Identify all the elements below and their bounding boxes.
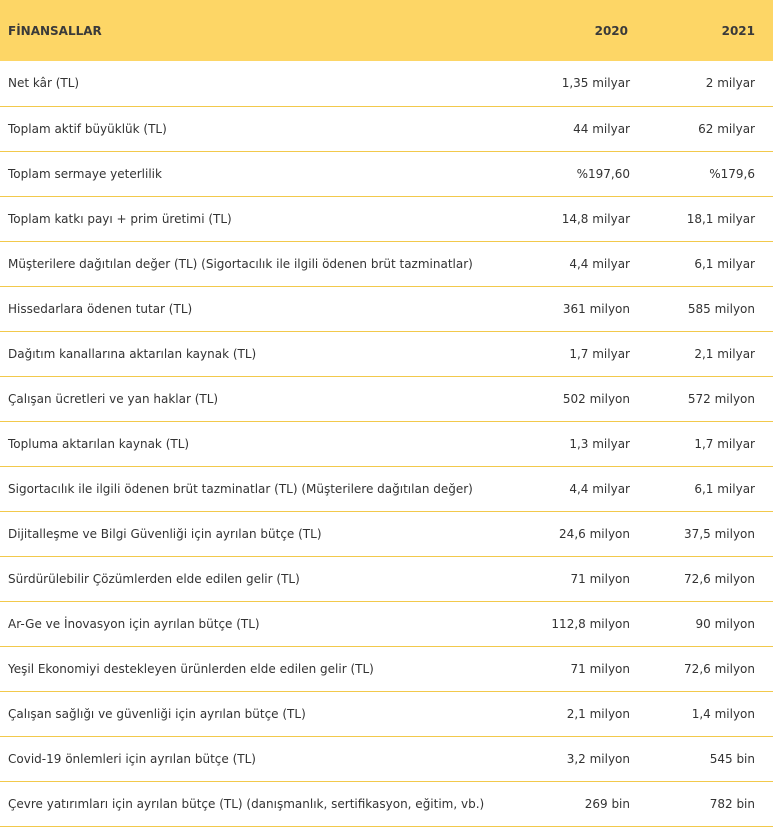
- row-label: Çalışan sağlığı ve güvenliği için ayrılan bütçe (TL): [8, 706, 306, 721]
- row-value-2021: 572 milyon: [687, 391, 755, 406]
- row-value-2020: %197,60: [576, 166, 630, 181]
- row-label: Sigortacılık ile ilgili ödenen brüt tazminatlar (TL) (Müşterilere dağıtılan değer): [8, 481, 473, 496]
- row-label: Toplam katkı payı + prim üretimi (TL): [8, 211, 232, 226]
- header-row: [0, 0, 773, 61]
- table-row: [0, 556, 773, 601]
- row-value-2021: 585 milyon: [687, 301, 755, 316]
- table-row: [0, 106, 773, 151]
- row-label: Dağıtım kanallarına aktarılan kaynak (TL): [8, 346, 257, 361]
- row-value-2021: 2 milyar: [705, 76, 755, 91]
- row-value-2021: %179,6: [709, 166, 755, 181]
- row-value-2020: 361 milyon: [562, 301, 630, 316]
- table-row: [0, 781, 773, 826]
- row-value-2020: 71 milyon: [570, 661, 630, 676]
- table-row: [0, 466, 773, 511]
- table-row: [0, 286, 773, 331]
- row-label: Çevre yatırımları için ayrılan bütçe (TL) (danışmanlık, sertifikasyon, eğitim, vb.): [8, 796, 485, 811]
- row-value-2020: 502 milyon: [562, 391, 630, 406]
- row-value-2021: 545 bin: [709, 751, 755, 766]
- row-value-2020: 14,8 milyar: [561, 211, 630, 226]
- table-row: [0, 61, 773, 106]
- row-value-2020: 1,3 milyar: [569, 436, 630, 451]
- table-row: [0, 646, 773, 691]
- row-label: Covid-19 önlemleri için ayrılan bütçe (TL): [8, 751, 256, 766]
- row-value-2021: 90 milyon: [695, 616, 755, 631]
- row-value-2021: 1,7 milyar: [694, 436, 755, 451]
- row-value-2020: 112,8 milyon: [551, 616, 630, 631]
- row-value-2021: 6,1 milyar: [694, 256, 755, 271]
- row-value-2020: 71 milyon: [570, 571, 630, 586]
- table-row: [0, 241, 773, 286]
- row-value-2020: 1,35 milyar: [561, 76, 630, 91]
- table-row: [0, 736, 773, 781]
- row-value-2020: 269 bin: [584, 796, 630, 811]
- table-row: [0, 511, 773, 556]
- row-value-2021: 37,5 milyon: [684, 526, 755, 541]
- row-value-2020: 1,7 milyar: [569, 346, 630, 361]
- row-value-2020: 2,1 milyon: [566, 706, 630, 721]
- row-label: Hissedarlara ödenen tutar (TL): [8, 301, 193, 316]
- row-value-2021: 18,1 milyar: [686, 211, 755, 226]
- row-label: Dijitalleşme ve Bilgi Güvenliği için ayrılan bütçe (TL): [8, 526, 322, 541]
- row-value-2021: 62 milyar: [698, 121, 755, 136]
- table-row: [0, 421, 773, 466]
- row-value-2020: 4,4 milyar: [569, 256, 630, 271]
- row-label: Net kâr (TL): [8, 76, 80, 91]
- row-label: Çalışan ücretleri ve yan haklar (TL): [8, 391, 219, 406]
- table-header: [0, 0, 773, 61]
- table-row: [0, 196, 773, 241]
- row-value-2020: 44 milyar: [573, 121, 630, 136]
- header-label: FİNANSALLAR: [8, 23, 102, 38]
- row-value-2021: 72,6 milyon: [684, 661, 755, 676]
- row-label: Topluma aktarılan kaynak (TL): [8, 436, 190, 451]
- row-label: Yeşil Ekonomiyi destekleyen ürünlerden elde edilen gelir (TL): [8, 661, 374, 676]
- row-value-2021: 1,4 milyon: [691, 706, 755, 721]
- row-label: Sürdürülebilir Çözümlerden elde edilen gelir (TL): [8, 571, 300, 586]
- row-value-2021: 6,1 milyar: [694, 481, 755, 496]
- header-year-2021: 2021: [721, 23, 755, 38]
- table-row: [0, 691, 773, 736]
- row-value-2021: 2,1 milyar: [694, 346, 755, 361]
- row-value-2020: 4,4 milyar: [569, 481, 630, 496]
- table-row: [0, 331, 773, 376]
- row-label: Ar-Ge ve İnovasyon için ayrılan bütçe (TL): [8, 616, 260, 631]
- row-value-2020: 24,6 milyon: [559, 526, 630, 541]
- row-value-2020: 3,2 milyon: [566, 751, 630, 766]
- row-label: Toplam sermaye yeterlilik: [8, 166, 162, 181]
- row-label: Müşterilere dağıtılan değer (TL) (Sigortacılık ile ilgili ödenen brüt tazminatlar): [8, 256, 473, 271]
- table-row: [0, 151, 773, 196]
- header-year-2020: 2020: [594, 23, 628, 38]
- table-row: [0, 601, 773, 646]
- table-row: [0, 376, 773, 421]
- row-value-2021: 782 bin: [709, 796, 755, 811]
- row-label: Toplam aktif büyüklük (TL): [8, 121, 167, 136]
- table-body: [0, 61, 773, 826]
- row-value-2021: 72,6 milyon: [684, 571, 755, 586]
